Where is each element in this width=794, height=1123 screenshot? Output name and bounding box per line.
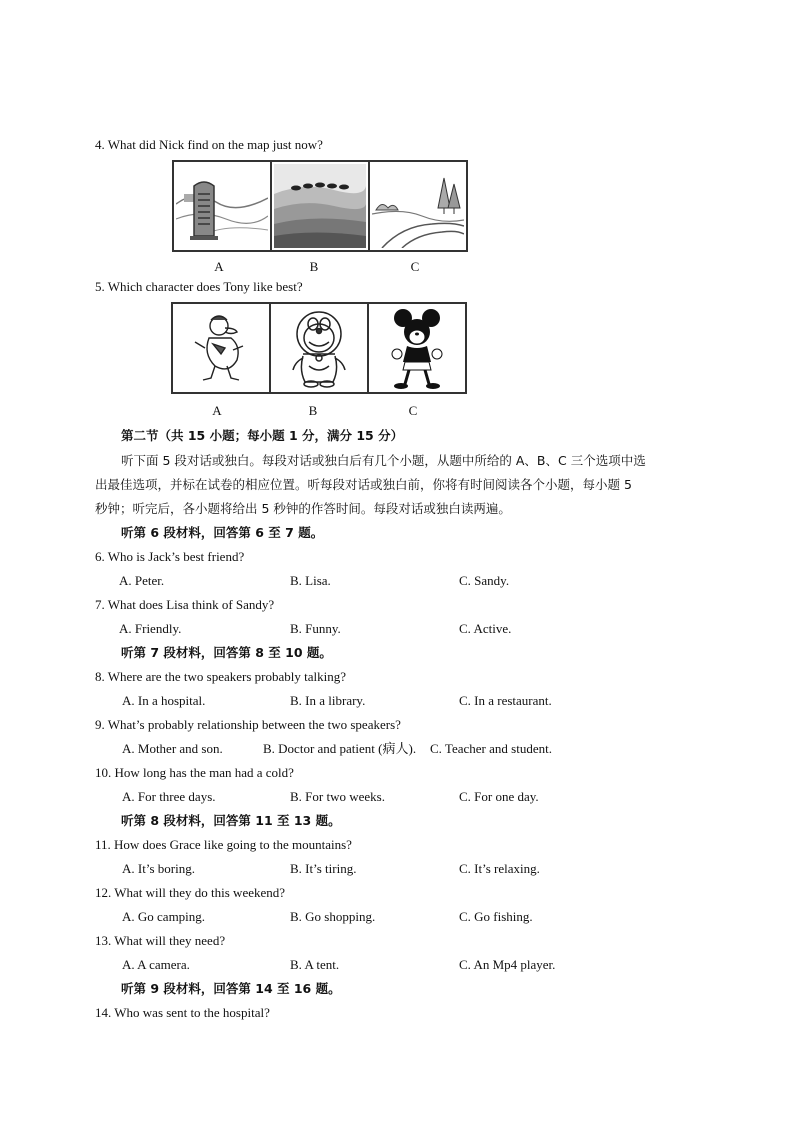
question-5-stem: 5. Which character does Tony like best? — [95, 279, 303, 294]
question-11-option-c[interactable]: C. It’s relaxing. — [459, 861, 540, 876]
question-7-stem: 7. What does Lisa think of Sandy? — [95, 597, 275, 612]
material-7-heading: 听第 7 段材料，回答第 8 至 10 题。 — [121, 645, 332, 660]
question-4-stem: 4. What did Nick find on the map just now? — [95, 137, 323, 152]
question-12-stem: 12. What will they do this weekend? — [95, 885, 286, 900]
question-5-option-b-image[interactable] — [271, 304, 369, 392]
question-9-stem: 9. What’s probably relationship between the two speakers? — [95, 717, 401, 732]
question-8-option-c[interactable]: C. In a restaurant. — [459, 693, 552, 708]
question-5-option-c-image[interactable] — [369, 304, 465, 392]
question-4-label-b: B — [309, 259, 319, 274]
question-10-option-c[interactable]: C. For one day. — [459, 789, 539, 804]
question-8-option-b[interactable]: B. In a library. — [290, 693, 366, 708]
question-9-option-b[interactable]: B. Doctor and patient (病人). — [263, 741, 417, 756]
question-11-option-a[interactable]: A. It’s boring. — [122, 861, 195, 876]
question-12-option-a[interactable]: A. Go camping. — [122, 909, 206, 924]
question-5-pictures — [171, 302, 467, 394]
question-6-option-a[interactable]: A. Peter. — [119, 573, 165, 588]
section-2-instruction-3: 秒钟；听完后，各小题将给出 5 秒钟的作答时间。每段对话或独白读两遍。 — [95, 501, 511, 516]
question-9-option-a[interactable]: A. Mother and son. — [122, 741, 223, 756]
question-5-label-a: A — [212, 403, 222, 418]
question-11-stem: 11. How does Grace like going to the mountains? — [95, 837, 352, 852]
question-14-stem: 14. Who was sent to the hospital? — [95, 1005, 270, 1020]
river-trees-icon — [372, 164, 464, 248]
question-7-option-c[interactable]: C. Active. — [459, 621, 512, 636]
question-13-option-a[interactable]: A. A camera. — [122, 957, 190, 972]
monument-landscape-icon — [176, 164, 268, 248]
material-9-heading: 听第 9 段材料，回答第 14 至 16 题。 — [121, 981, 341, 996]
question-6-option-c[interactable]: C. Sandy. — [459, 573, 510, 588]
question-10-option-a[interactable]: A. For three days. — [122, 789, 216, 804]
question-13-option-c[interactable]: C. An Mp4 player. — [459, 957, 556, 972]
donald-duck-icon — [175, 304, 267, 392]
question-4-label-c: C — [410, 259, 420, 274]
question-4-option-b-image[interactable] — [272, 162, 370, 250]
question-6-option-b[interactable]: B. Lisa. — [290, 573, 331, 588]
question-5-label-b: B — [308, 403, 318, 418]
question-4-option-c-image[interactable] — [370, 162, 466, 250]
question-11-option-b[interactable]: B. It’s tiring. — [290, 861, 357, 876]
question-4-pictures — [172, 160, 468, 252]
question-8-option-a[interactable]: A. In a hospital. — [122, 693, 206, 708]
question-4-option-a-image[interactable] — [174, 162, 272, 250]
material-8-heading: 听第 8 段材料，回答第 11 至 13 题。 — [121, 813, 341, 828]
section-2-heading: 第二节（共 15 小题；每小题 1 分，满分 15 分） — [121, 428, 404, 443]
question-13-stem: 13. What will they need? — [95, 933, 226, 948]
question-5-option-a-image[interactable] — [173, 304, 271, 392]
question-9-option-c[interactable]: C. Teacher and student. — [430, 741, 552, 756]
section-2-instruction-2: 出最佳选项，并标在试卷的相应位置。听每段对话或独白前，你将有时间阅读各个小题，每小题 5 — [95, 477, 632, 492]
question-10-option-b[interactable]: B. For two weeks. — [290, 789, 385, 804]
question-7-option-b[interactable]: B. Funny. — [290, 621, 341, 636]
doraemon-icon — [273, 304, 365, 392]
question-5-label-c: C — [408, 403, 418, 418]
section-2-instruction-1: 听下面 5 段对话或独白。每段对话或独白后有几个小题，从题中所给的 A、B、C 三个选项中选 — [121, 453, 646, 468]
question-6-stem: 6. Who is Jack’s best friend? — [95, 549, 245, 564]
camel-desert-icon — [274, 164, 366, 248]
question-7-option-a[interactable]: A. Friendly. — [119, 621, 182, 636]
mickey-mouse-icon — [371, 304, 463, 392]
question-8-stem: 8. Where are the two speakers probably talking? — [95, 669, 346, 684]
question-13-option-b[interactable]: B. A tent. — [290, 957, 340, 972]
question-4-label-a: A — [214, 259, 224, 274]
question-12-option-c[interactable]: C. Go fishing. — [459, 909, 533, 924]
material-6-heading: 听第 6 段材料，回答第 6 至 7 题。 — [121, 525, 324, 540]
question-10-stem: 10. How long has the man had a cold? — [95, 765, 294, 780]
question-12-option-b[interactable]: B. Go shopping. — [290, 909, 376, 924]
